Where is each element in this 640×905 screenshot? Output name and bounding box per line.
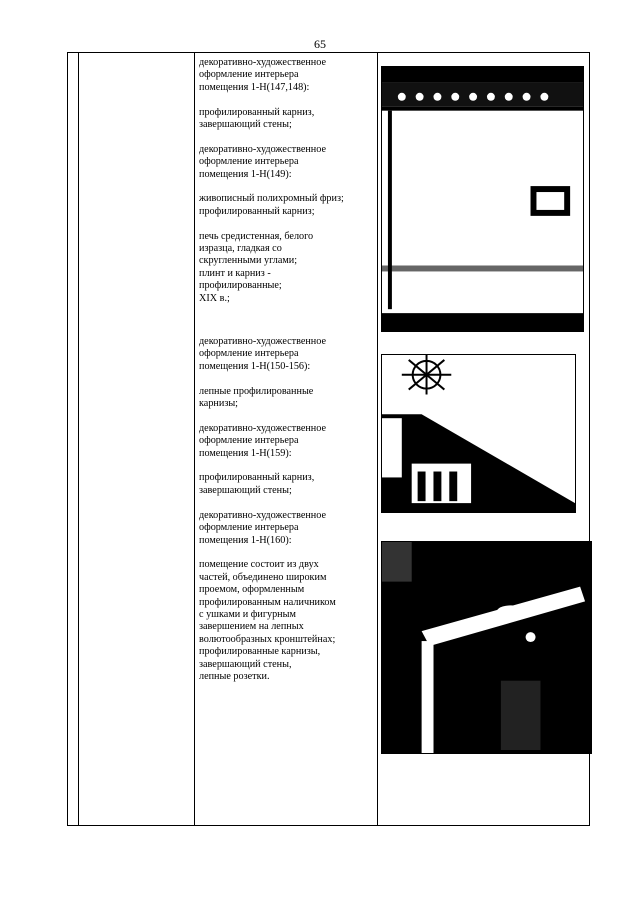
text-block-room-150-156-title: декоративно-художественное оформление интерьера помещения 1-Н(150-156): (199, 336, 326, 372)
text-block-stove: печь средистенная, белого изразца, гладкая со скругленными углами; плинт и карниз - профилированные; XIX в.; (199, 230, 314, 304)
text-block-room-160-title: декоративно-художественное оформление интерьера помещения 1-Н(160): (199, 509, 326, 546)
text-block-frieze: живописный полихромный фриз; профилированный карниз; (199, 193, 344, 217)
description-table (67, 52, 590, 826)
column-divider-2 (194, 53, 195, 825)
text-block-room-159-title: декоративно-художественное оформление интерьера помещения 1-Н(159): (199, 422, 326, 459)
column-divider-3 (377, 53, 378, 825)
text-block-room-160-description: помещение состоит из двух частей, объединено широким проемом, оформленным профилированным наличником с ушками и фигурным завершением на лепных волютообразных кронштейнах; профилированные карнизы, завершающий стены, лепные розетки. (199, 559, 336, 682)
text-block-room-149-title: декоративно-художественное оформление интерьера помещения 1-Н(149): (199, 143, 326, 180)
text-block-cornice-2: профилированный карниз, завершающий стены; (199, 472, 315, 496)
photo-room-150-156-chandelier (381, 354, 576, 513)
text-block-stucco-cornices: лепные профилированные карнизы; (199, 385, 314, 410)
column-divider-1 (78, 53, 79, 825)
photo-room-160-doorway (381, 541, 592, 754)
photo-room-149-stove (381, 66, 584, 332)
page-number: 65 (314, 37, 326, 51)
description-column (199, 57, 375, 683)
text-block-cornice-1: профилированный карниз, завершающий стены; (199, 106, 315, 131)
text-block-room-147-148-title: декоративно-художественное оформление интерьера помещения 1-Н(147,148): (199, 57, 326, 93)
